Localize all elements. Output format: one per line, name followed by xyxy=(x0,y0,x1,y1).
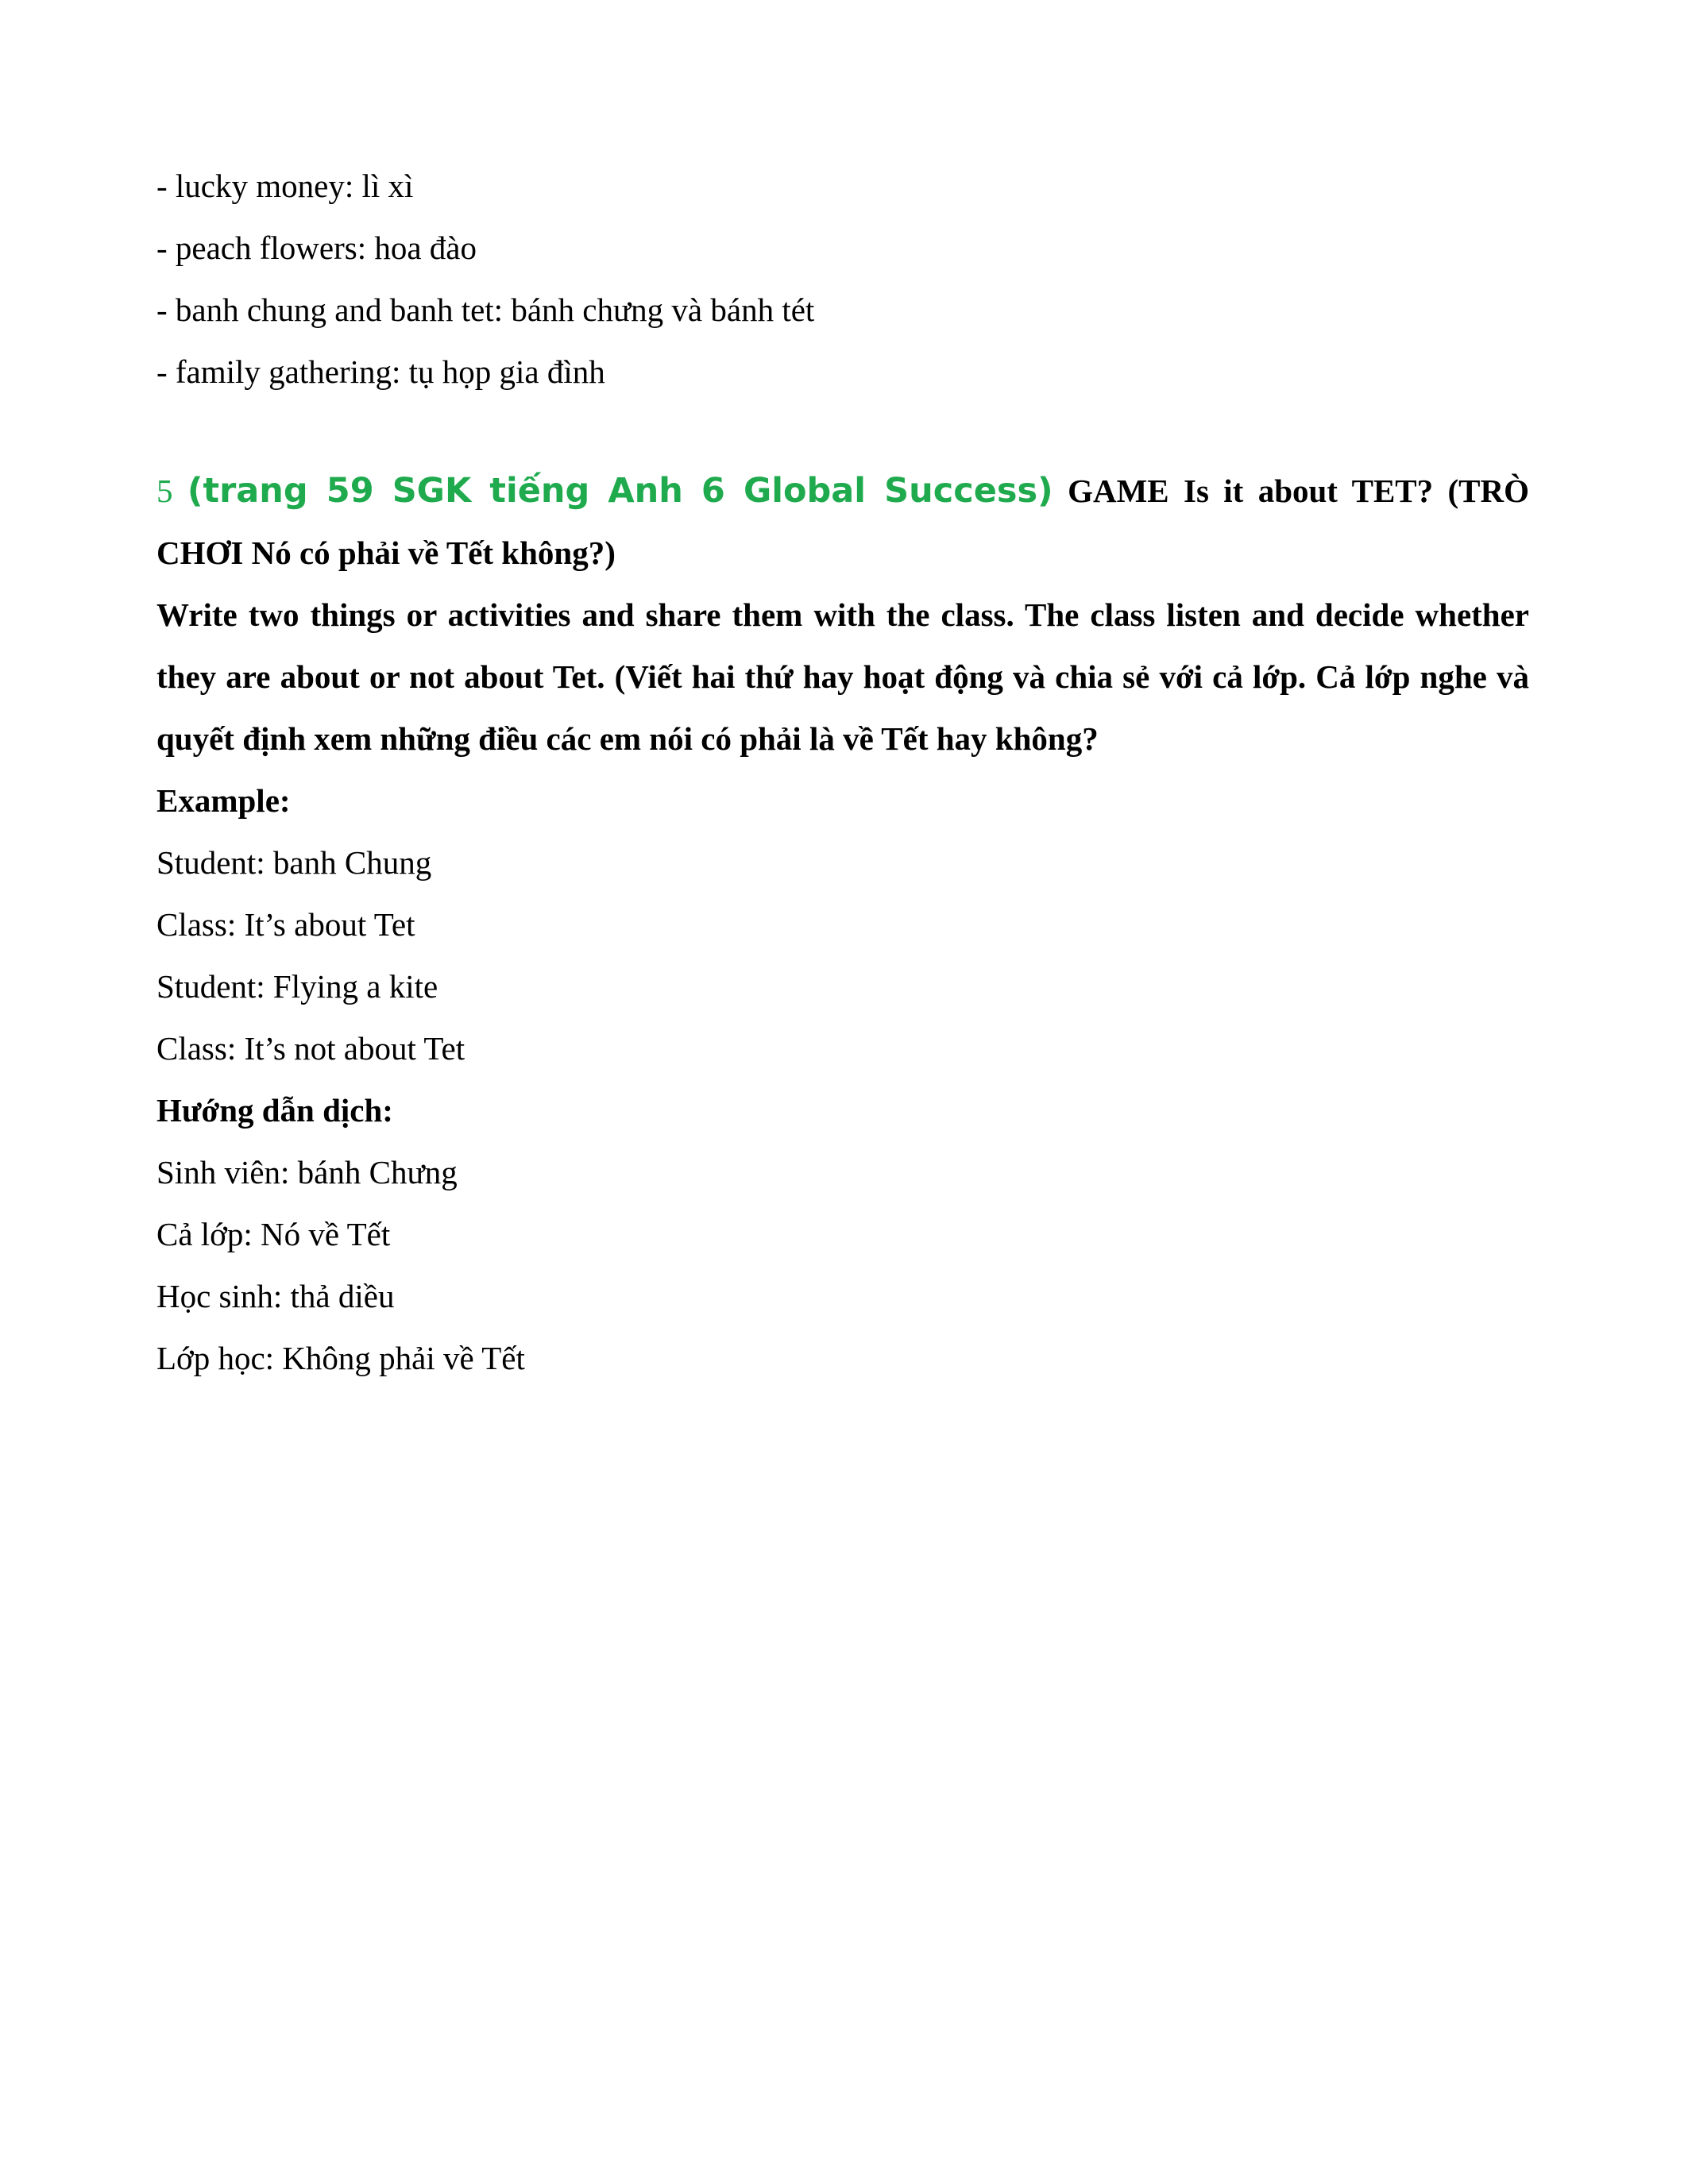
document-page xyxy=(156,155,1529,1389)
translation-line: Cả lớp: Nó về Tết xyxy=(156,1216,391,1252)
example-heading: Example: xyxy=(156,782,291,819)
exercise-instruction: Write two things or activities and share them with the class. The class listen and decide whether they are about or not about Tet. (Viết hai thứ hay hoạt động và chia sẻ với cả lớp. Cả lớp nghe và quyết định xem những điều các em nói có phải là về Tết hay không? xyxy=(156,596,1529,757)
translation-line: Học sinh: thả diều xyxy=(156,1278,395,1314)
translation-line: Sinh viên: bánh Chưng xyxy=(156,1154,458,1190)
example-line: Student: Flying a kite xyxy=(156,968,438,1005)
vocab-item: - peach flowers: hoa đào xyxy=(156,230,477,266)
exercise-title: GAME Is it about TET? (TRÒ CHƠI Nó có phải về Tết không?) xyxy=(156,473,1530,571)
section-spacer xyxy=(156,403,1529,460)
example-line: Class: It’s not about Tet xyxy=(156,1030,465,1067)
exercise-heading xyxy=(156,460,1529,584)
vocab-item: - family gathering: tụ họp gia đình xyxy=(156,353,605,390)
exercise-number: 5 xyxy=(156,473,173,509)
translation-line: Lớp học: Không phải về Tết xyxy=(156,1340,525,1376)
example-line: Student: banh Chung xyxy=(156,844,432,881)
exercise-source: (trang 59 SGK tiếng Anh 6 Global Success) xyxy=(187,471,1053,511)
vocab-item: - lucky money: lì xì xyxy=(156,168,414,204)
translation-heading: Hướng dẫn dịch: xyxy=(156,1092,393,1129)
example-line: Class: It’s about Tet xyxy=(156,906,415,943)
vocab-item: - banh chung and banh tet: bánh chưng và bánh tét xyxy=(156,291,815,328)
vocab-list xyxy=(156,155,1529,403)
